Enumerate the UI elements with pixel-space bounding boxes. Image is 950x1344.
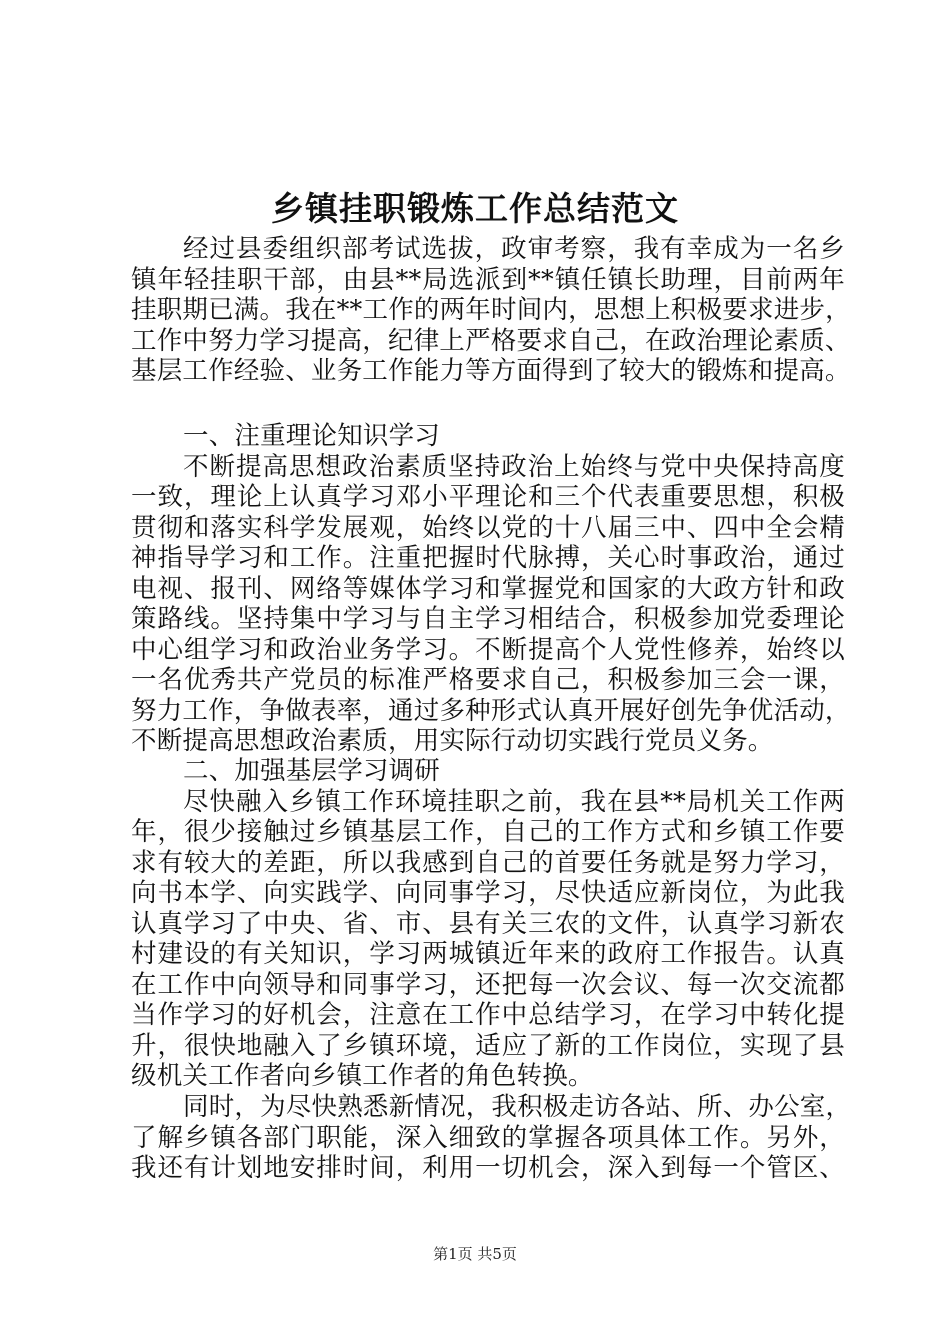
text-line: 一致，理论上认真学习邓小平理论和三个代表重要思想，积极 — [131, 482, 845, 512]
text-line: 了解乡镇各部门职能，深入细致的掌握各项具体工作。另外， — [131, 1122, 845, 1153]
text-line: 级机关工作者向乡镇工作者的角色转换。 — [131, 1061, 594, 1091]
text-line: 策路线。坚持集中学习与自主学习相结合，积极参加党委理论 — [131, 604, 845, 634]
text-line: 认真学习了中央、省、市、县有关三农的文件，认真学习新农 — [131, 908, 845, 939]
text-line: 经过县委组织部考试选拔，政审考察，我有幸成为一名乡 — [183, 234, 845, 264]
text-line: 同时，为尽快熟悉新情况，我积极走访各站、所、办公室， — [183, 1092, 852, 1122]
text-line: 一名优秀共产党员的标准严格要求自己，积极参加三会一课， — [131, 665, 845, 695]
text-line: 中心组学习和政治业务学习。不断提高个人党性修养，始终以 — [131, 634, 845, 665]
section-2 — [131, 756, 845, 1092]
text-line: 神指导学习和工作。注重把握时代脉搏，关心时事政治，通过 — [131, 543, 845, 573]
text-line: 年，很少接触过乡镇基层工作，自己的工作方式和乡镇工作要 — [131, 817, 845, 847]
page-footer: 第1页 共5页 — [433, 1245, 517, 1263]
text-line: 当作学习的好机会，注意在工作中总结学习，在学习中转化提 — [131, 1000, 845, 1030]
text-line: 向书本学、向实践学、向同事学习，尽快适应新岗位，为此我 — [131, 878, 845, 908]
text-line: 村建设的有关知识，学习两城镇近年来的政府工作报告。认真 — [131, 939, 845, 969]
text-line: 我还有计划地安排时间，利用一切机会，深入到每一个管区、 — [131, 1153, 845, 1183]
text-line: 求有较大的差距，所以我感到自己的首要任务就是努力学习， — [131, 847, 845, 878]
section-1 — [131, 421, 851, 757]
text-line: 电视、报刊、网络等媒体学习和掌握党和国家的大政方针和政 — [131, 573, 845, 604]
paragraph-3 — [131, 1092, 852, 1184]
text-line: 不断提高思想政治素质坚持政治上始终与党中央保持高度 — [183, 451, 845, 482]
text-line: 镇年轻挂职干部，由县**局选派到**镇任镇长助理，目前两年 — [131, 264, 845, 295]
text-line: 挂职期已满。我在**工作的两年时间内，思想上积极要求进步， — [131, 295, 851, 325]
text-line: 贯彻和落实科学发展观，始终以党的十八届三中、四中全会精 — [131, 512, 845, 543]
section-heading: 一、注重理论知识学习 — [183, 421, 441, 451]
text-line: 努力工作，争做表率，通过多种形式认真开展好创先争优活动， — [131, 695, 851, 726]
text-line: 升，很快地融入了乡镇环境，适应了新的工作岗位，实现了县 — [131, 1030, 845, 1061]
text-line: 在工作中向领导和同事学习，还把每一次会议、每一次交流都 — [131, 969, 845, 1000]
section-heading: 二、加强基层学习调研 — [183, 756, 441, 786]
text-line: 尽快融入乡镇工作环境挂职之前，我在县**局机关工作两 — [183, 786, 845, 817]
text-line: 工作中努力学习提高，纪律上严格要求自己，在政治理论素质、 — [131, 325, 851, 356]
text-line: 不断提高思想政治素质，用实际行动切实践行党员义务。 — [131, 726, 774, 756]
intro-paragraph — [131, 234, 851, 387]
text-line: 基层工作经验、业务工作能力等方面得到了较大的锻炼和提高。 — [131, 356, 851, 386]
document-title: 乡镇挂职锻炼工作总结范文 — [271, 189, 679, 228]
